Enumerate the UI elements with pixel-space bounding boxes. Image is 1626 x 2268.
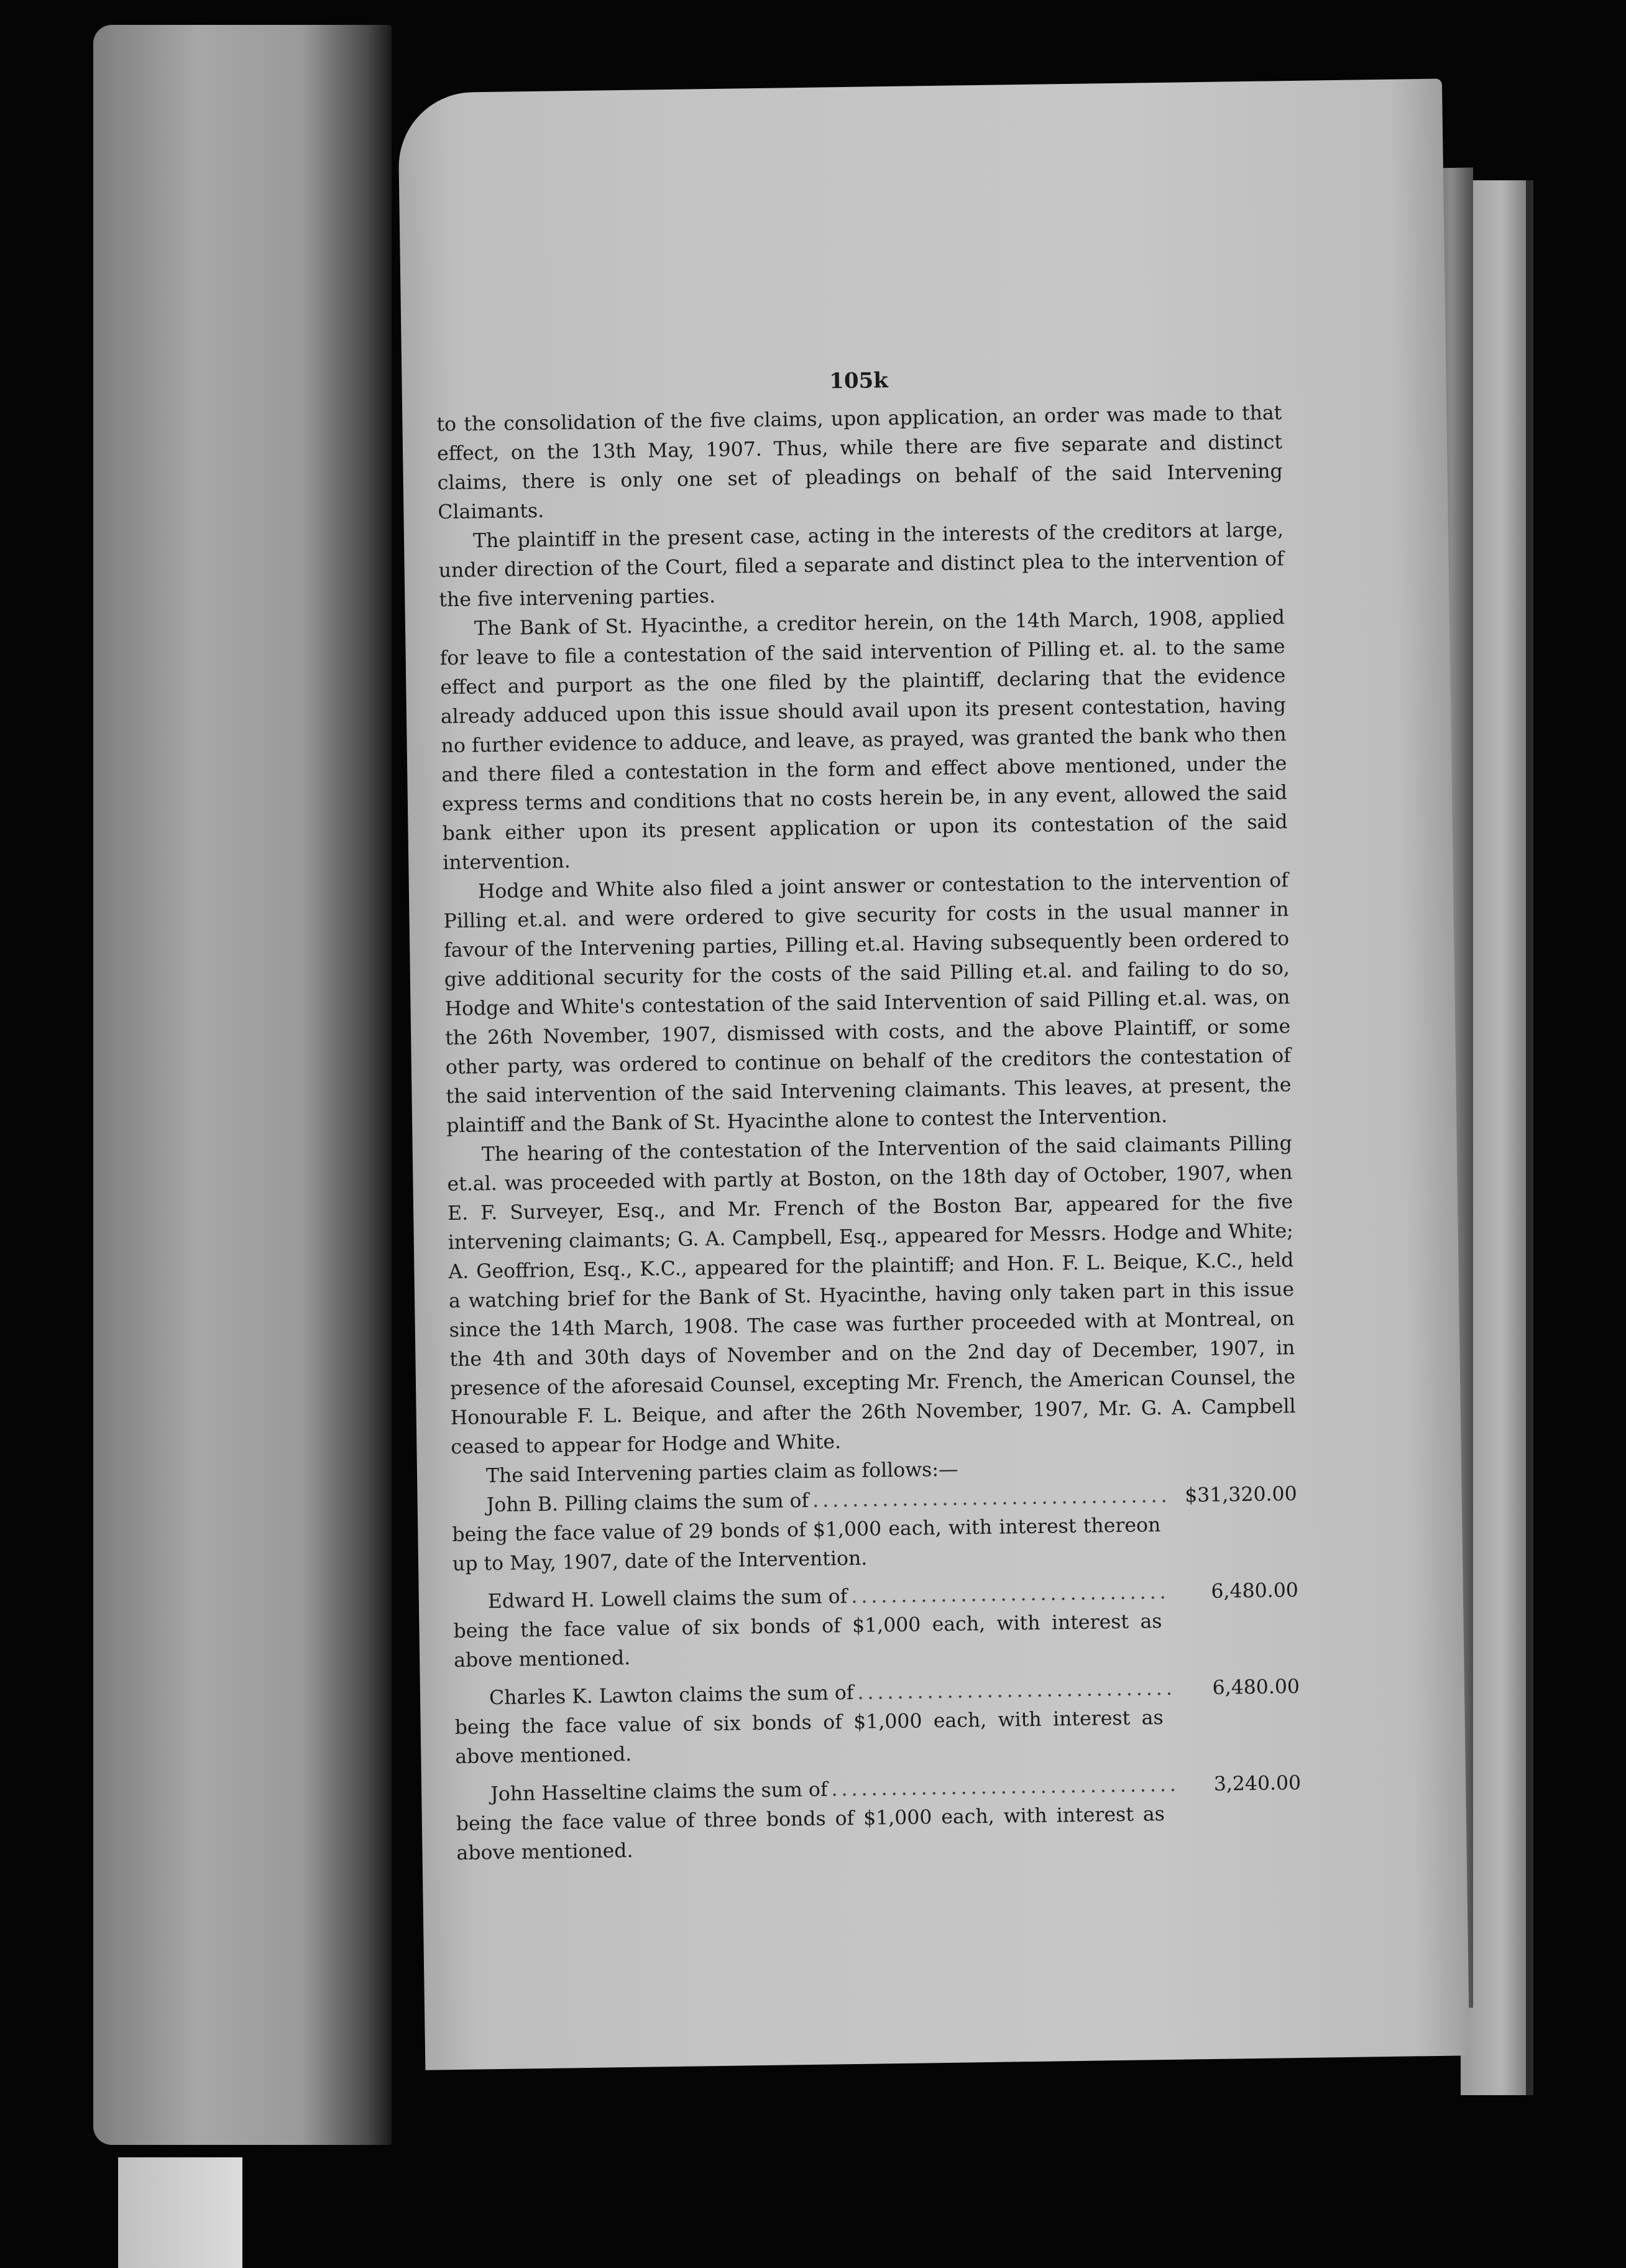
claim-entry bbox=[453, 1576, 1300, 1676]
claimant-text: Charles K. Lawton claims the sum of bbox=[489, 1682, 854, 1710]
dot-leader bbox=[857, 1674, 1173, 1708]
claim-description: being the face value of six bonds of $1,000 each, with interest as above mentioned. bbox=[453, 1610, 1162, 1672]
claim-amount: 3,240.00 bbox=[1213, 1771, 1302, 1796]
page-number: 105k bbox=[829, 368, 889, 394]
claimant-text: John B. Pilling claims the sum of bbox=[486, 1489, 809, 1517]
dot-leader bbox=[851, 1578, 1172, 1611]
page-content bbox=[436, 361, 1302, 1877]
paragraph: Hodge and White also filed a joint answer or contestation to the intervention of Pilling et.al. and were ordered to give security for costs in the usual manner in favour of the Intervening parties, Pilling et.al. Having subsequently been ordered to give additional security for the costs of the said Pilling et.al. and failing to do so, Hodge and White's contestation of the said Intervention of said Pilling et.al. was, on the 26th November, 1907, dismissed with costs, and the above Plaintiff, or some other party, was ordered to continue on behalf of the creditors the contestation of the said intervention of the said Intervening claimants. This leaves, at present, the plaintiff and the Bank of St. Hyacinthe alone to contest the Intervention. bbox=[443, 869, 1292, 1138]
paragraph: The Bank of St. Hyacinthe, a creditor herein, on the 14th March, 1908, applied for leave to file a contestation of the said intervention of Pilling et. al. to the same effect and purport as the one filed by the plaintiff, declaring that the evidence already adduced upon this issue should avail upon its present contestation, having no further evidence to adduce, and leave, as prayed, was granted the bank who then and there filed a contestation in the form and effect above mentioned, under the express terms and conditions that no costs herein be, in any event, allowed the said bank either upon its present application or upon its contestation of the said intervention. bbox=[439, 606, 1288, 875]
dot-leader bbox=[831, 1771, 1174, 1805]
dot-leader bbox=[812, 1482, 1170, 1516]
claim-entry bbox=[451, 1480, 1298, 1579]
paragraph: to the consolidation of the five claims, upon application, an order was made to that effect, on the 13th May, 1907. Thus, while there are five separate and distinct claims, there is only one set of pleadings on behalf of the said Intervening Claimants. bbox=[436, 402, 1283, 524]
cover-shadow bbox=[1526, 180, 1533, 2095]
page-tab bbox=[118, 2157, 242, 2268]
claim-description: being the face value of six bonds of $1,000 each, with interest as above mentioned. bbox=[454, 1707, 1164, 1768]
paragraph: The hearing of the contestation of the Intervention of the said claimants Pilling et.al. was proceeded with partly at Boston, on the 18th day of October, 1907, when E. F. Surveyer, Esq., and Mr. French of the Boston Bar, appeared for the five intervening claimants; G. A. Campbell, Esq., appeared for Messrs. Hodge and White; A. Geoffrion, Esq., K.C., appeared for the plaintiff; and Hon. F. L. Beique, K.C., held a watching brief for the Bank of St. Hyacinthe, having only taken part in this issue since the 14th March, 1908. The case was further proceeded with at Montreal, on the 4th and 30th days of November and on the 2nd day of December, 1907, in presence of the aforesaid Counsel, excepting Mr. French, the American Counsel, the Honourable F. L. Beique, and after the 26th November, 1907, Mr. G. A. Campbell ceased to appear for Hodge and White. bbox=[447, 1132, 1296, 1459]
claimant-text: John Hasseltine claims the sum of bbox=[490, 1778, 828, 1806]
claim-entry bbox=[456, 1769, 1302, 1868]
previous-page-edge bbox=[93, 25, 392, 2145]
document-page bbox=[398, 79, 1469, 2070]
claim-description: being the face value of 29 bonds of $1,000 each, with interest thereon up to May, 1907, date of the Intervention. bbox=[452, 1514, 1161, 1575]
claim-amount: $31,320.00 bbox=[1185, 1483, 1297, 1507]
claim-entry bbox=[454, 1672, 1301, 1772]
paragraph: The plaintiff in the present case, acting in the interests of the creditors at large, under direction of the Court, filed a separate and distinct plea to the intervention of the five intervening parties. bbox=[438, 519, 1284, 612]
claim-description: being the face value of three bonds of $1,000 each, with interest as above mentioned. bbox=[456, 1803, 1165, 1865]
paragraph: The said Intervening parties claim as follows:— bbox=[485, 1458, 958, 1488]
claim-amount: 6,480.00 bbox=[1211, 1579, 1299, 1603]
claim-amount: 6,480.00 bbox=[1212, 1675, 1300, 1699]
claimant-text: Edward H. Lowell claims the sum of bbox=[487, 1585, 848, 1613]
